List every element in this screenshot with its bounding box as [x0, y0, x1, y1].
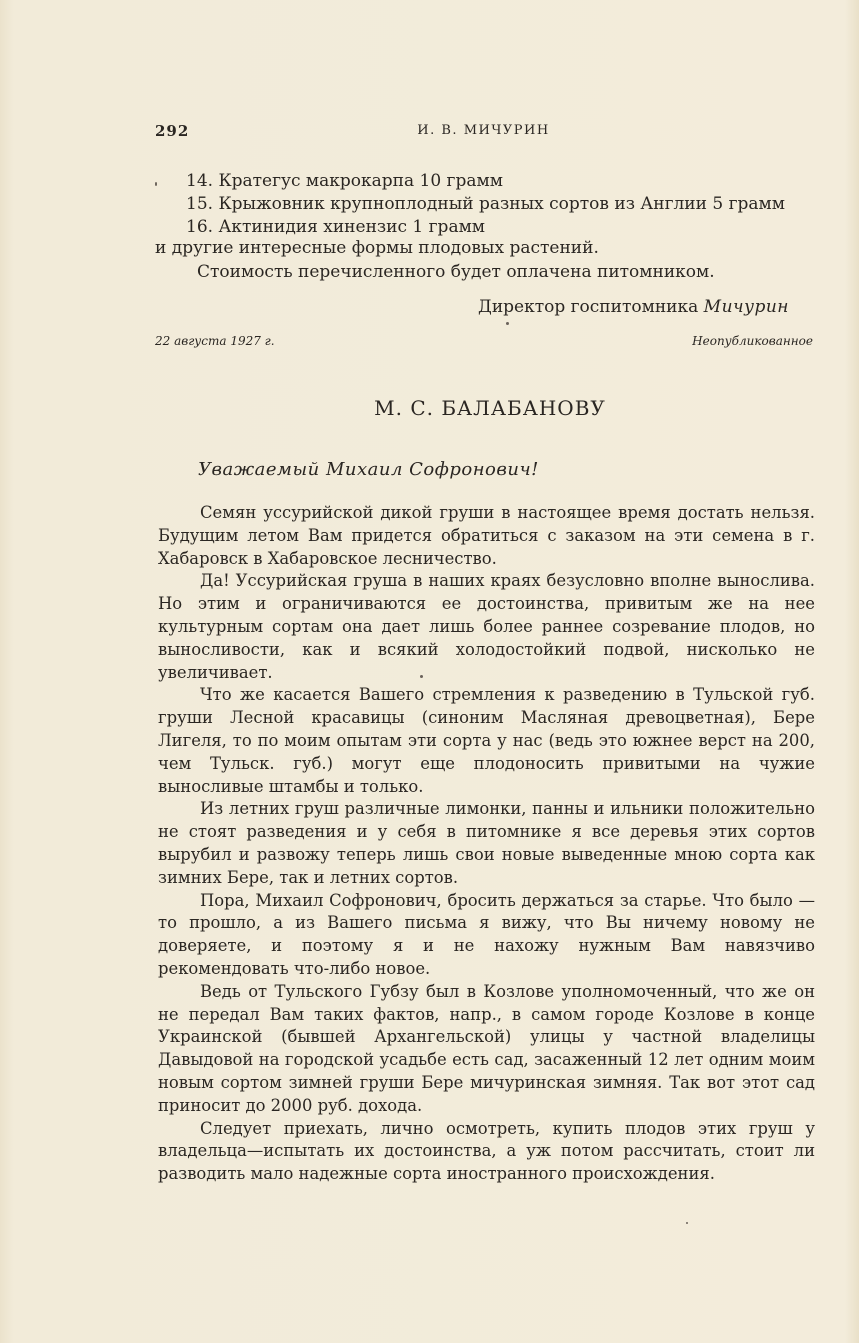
seed-list — [186, 170, 826, 239]
running-head-author: И. В. МИЧУРИН — [417, 123, 550, 138]
ink-speck — [506, 322, 509, 325]
running-head — [155, 122, 812, 144]
paragraph: Семян уссурийской дикой груши в настоящее время достать нельзя. Будущим летом Вам придется обратиться с заказом на эти семена в г. Хабаровск в Хабаровское лесничество. — [158, 503, 815, 568]
ink-speck — [686, 1222, 688, 1224]
letter-date: 22 августа 1927 г. — [155, 334, 275, 348]
closing-text — [155, 236, 825, 284]
paragraph: Что же касается Вашего стремления к разведению в Тульской губ. груши Лесной красавицы (синоним Масляная древоцветная), Бере Лигеля, то по моим опытам эти сорта у нас (ведь это южнее верст на 200, чем Тульск. губ.) могут еще плодоносить привитыми на чужие выносливые штамбы и только. — [158, 685, 815, 796]
list-item: 14. Кратегус макрокарпа 10 грамм — [186, 171, 503, 191]
letter-body — [158, 502, 815, 1186]
letter-title: М. С. БАЛАБАНОВУ — [374, 396, 606, 420]
paragraph: Да! Уссурийская груша в наших краях безусловно вполне вынослива. Но этим и ограничиваются ее достоинства, привитым же на нее культурным сортам она дает лишь более раннее созревание плодов, но выносливости, как и всякий холодостойкий подвой, нисколько не увеличивает. — [158, 571, 815, 682]
paragraph: Ведь от Тульского Губзу был в Козлове уполномоченный, что же он не передал Вам таких фактов, напр., в самом городе Козлове в конце Украинской (бывшей Архангельской) улицы у частной владелицы Давыдовой на городской усадьбе есть сад, засаженный 12 лет одним моим новым сортом зимней груши Бере мичуринская зимняя. Так вот этот сад приносит до 2000 руб. дохода. — [158, 981, 815, 1115]
paragraph: Следует приехать, лично осмотреть, купить плодов этих груш у владельца—испытать их достоинства, а уж потом рассчитать, стоит ли разводить мало надежные сорта иностранного происхождения. — [158, 1118, 815, 1184]
salutation: Уважаемый Михаил Софронович! — [198, 459, 539, 480]
list-item: 15. Крыжовник крупноплодный разных сортов из Англии 5 грамм — [186, 194, 785, 214]
list-item: 16. Актинидия хинензис 1 грамм — [186, 217, 486, 237]
publication-note: Неопубликованное — [692, 334, 813, 348]
paragraph: Из летних груш различные лимонки, панны и ильники положительно не стоят разведения и у себя в питомнике я все деревья этих сортов вырубил и развожу теперь лишь свои новые выведенные мною сорта как зимних Бере, так и летних сортов. — [158, 799, 815, 887]
closing-line: и другие интересные формы плодовых растений. — [155, 238, 599, 258]
signature-name: Мичурин — [703, 297, 789, 317]
page-number: 292 — [155, 122, 190, 140]
cost-line: Стоимость перечисленного будет оплачена питомником. — [197, 262, 715, 282]
signature — [478, 297, 789, 317]
ink-speck — [155, 182, 157, 186]
signature-title: Директор госпитомника — [478, 297, 699, 317]
paragraph: Пора, Михаил Софронович, бросить держаться за старье. Что было — то прошло, а из Вашего письма я вижу, что Вы ничему новому не доверяете, и поэтому я и не нахожу нужным Вам навязчиво рекомендовать что-либо новое. — [158, 890, 815, 978]
ink-speck — [420, 675, 423, 678]
